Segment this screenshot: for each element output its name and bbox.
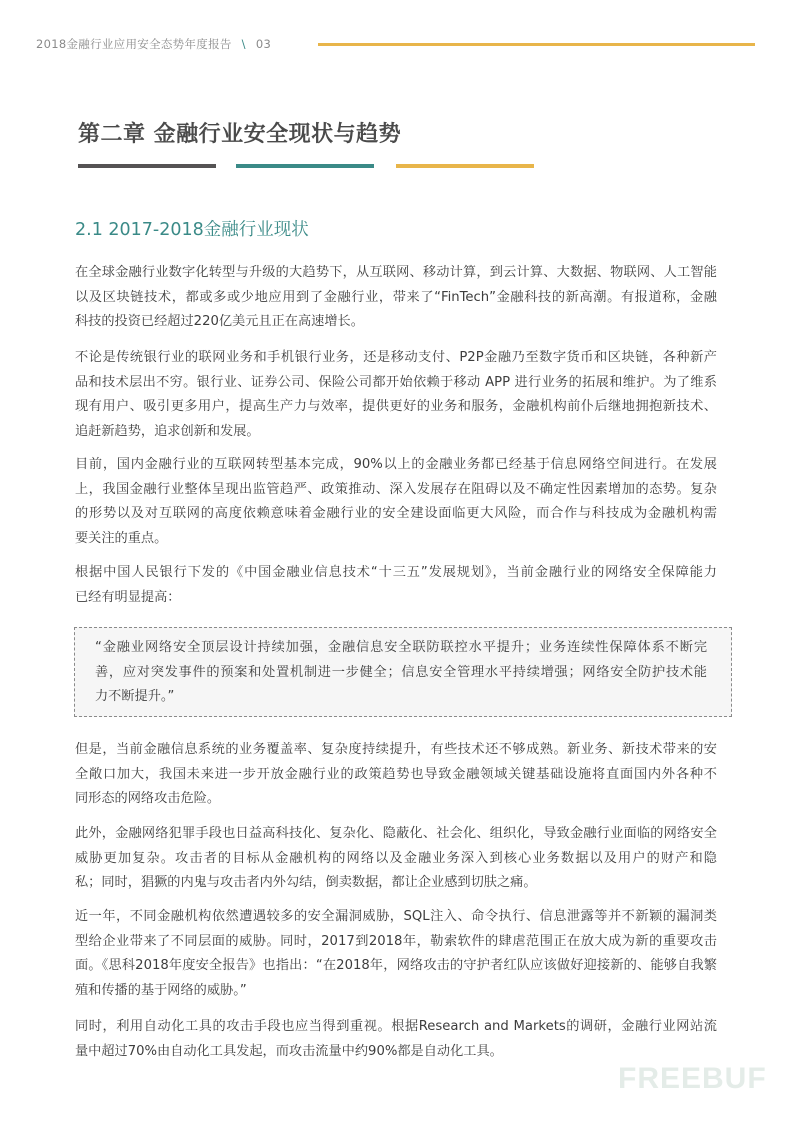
text-line: 善，应对突发事件的预案和处置机制进一步健全；信息安全管理水平持续增强；网络安全防护技术能 [95,664,707,680]
text-line: 品和技术层出不穷。银行业、证券公司、保险公司都开始依赖于移动 APP 进行业务的拓展和维护。为了维系 [75,374,717,390]
section-title: 2.1 2017-2018金融行业现状 [75,220,309,240]
text-line: 威胁更加复杂。攻击者的目标从金融机构的网络以及金融业务深入到核心业务数据以及用户的财产和隐 [75,850,717,866]
header-separator: \ [241,37,246,51]
title-bar-gold [396,164,534,168]
running-header [36,36,271,52]
text-line: 此外，金融网络犯罪手段也日益高科技化、复杂化、隐蔽化、社会化、组织化，导致金融行业面临的网络安全 [75,826,717,841]
text-line: 同形态的网络攻击危险。 [75,791,221,806]
paragraph [75,738,717,812]
quote-text [95,636,707,710]
text-line: 要关注的重点。 [75,530,168,546]
title-bar-dark [78,164,216,168]
quote-box [74,627,732,717]
paragraph [75,1015,717,1064]
text-line: 近一年，不同金融机构依然遭遇较多的安全漏洞威胁，SQL注入、命令执行、信息泄露等并不新颖的漏洞类 [75,909,717,924]
watermark-text: FREEBUF [618,1062,767,1095]
freebuf-watermark-logo [618,1062,767,1096]
text-line: 现有用户、吸引更多用户，提高生产力与效率，提供更好的业务和服务，金融机构前仆后继地拥抱新技术、 [75,399,717,414]
text-line: 但是，当前金融信息系统的业务覆盖率、复杂度持续提升，有些技术还不够成熟。新业务、新技术带来的安 [75,742,717,757]
header-rule [318,43,755,46]
report-title: 2018金融行业应用安全态势年度报告 [36,37,232,51]
text-line: 根据中国人民银行下发的《中国金融业信息技术“十三五”发展规划》，当前金融行业的网络安全保障能力 [75,565,717,580]
text-line: 不论是传统银行业的联网业务和手机银行业务，还是移动支付、P2P金融乃至数字货币和区块链，各种新产 [75,350,717,365]
title-bar-teal [236,164,374,168]
text-line: “金融业网络安全顶层设计持续加强，金融信息安全联防联控水平提升；业务连续性保障体系不断完 [95,640,707,655]
paragraph [75,822,717,896]
text-line: 面。《思科2018年度安全报告》也指出：“在2018年，网络攻击的守护者红队应该做好迎接新的、能够自我繁 [75,958,717,973]
paragraph [75,561,717,610]
text-line: 在全球金融行业数字化转型与升级的大趋势下，从互联网、移动计算，到云计算、大数据、物联网、人工智能 [75,265,717,280]
text-line: 科技的投资已经超过220亿美元且正在高速增长。 [75,314,364,329]
text-line: 全敞口加大，我国未来进一步开放金融行业的政策趋势也导致金融领域关键基础设施将直面国内外各种不 [75,766,717,782]
text-line: 同时，利用自动化工具的攻击手段也应当得到重视。根据Research and Markets的调研，金融行业网站流 [75,1019,717,1034]
paragraph [75,261,717,335]
text-line: 的形势以及对互联网的高度依赖意味着金融行业的安全建设面临更大风险，而合作与科技成为金融机构需 [75,506,717,521]
text-line: 追赶新趋势，追求创新和发展。 [75,423,260,439]
text-line: 量中超过70%由自动化工具发起，而攻击流量中约90%都是自动化工具。 [75,1043,503,1059]
text-line: 目前，国内金融行业的互联网转型基本完成，90%以上的金融业务都已经基于信息网络空间进行。在发展 [75,457,717,472]
paragraph [75,346,717,444]
chapter-title: 第二章 金融行业安全现状与趋势 [78,122,402,147]
text-line: 已经有明显提高： [75,589,181,605]
text-line: 型给企业带来了不同层面的威胁。同时，2017到2018年，勒索软件的肆虐范围正在放大成为新的重要攻击 [75,933,717,949]
paragraph [75,905,717,1003]
page-number: 03 [255,37,272,51]
text-line: 上，我国金融行业整体呈现出监管趋严、政策推动、深入发展存在阻碍以及不确定性因素增加的态势。复杂 [75,481,717,497]
text-line: 殖和传播的基于网络的威胁。” [75,982,247,998]
paragraph [75,453,717,551]
text-line: 私；同时，猖獗的内鬼与攻击者内外勾结，倒卖数据，都让企业感到切肤之痛。 [75,875,537,890]
text-line: 以及区块链技术，都或多或少地应用到了金融行业，带来了“FinTech”金融科技的新高潮。有报道称，金融 [75,289,717,305]
text-line: 力不断提升。” [95,689,175,704]
